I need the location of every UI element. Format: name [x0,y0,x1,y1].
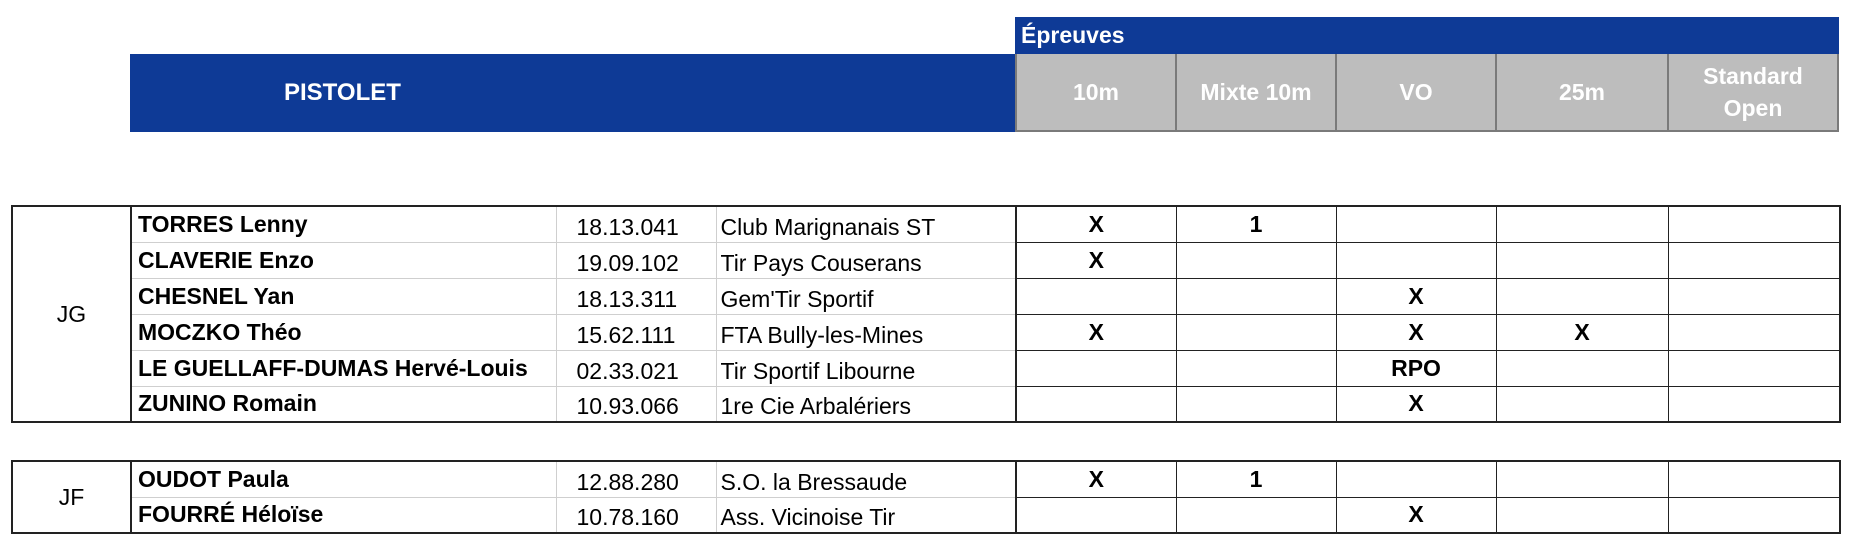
license-number: 02.33.021 [556,350,716,386]
mark-standard-open [1668,278,1840,314]
athlete-name: MOCZKO Théo [131,314,556,350]
mark-vo [1336,242,1496,278]
mark-10m [1016,278,1176,314]
discipline-title [130,54,1015,132]
mark-standard-open [1668,206,1840,242]
mark-25m [1496,386,1668,422]
club-name: Club Marignanais ST [716,206,1016,242]
mark-10m: X [1016,242,1176,278]
event-header-label: Standard Open [1703,63,1803,121]
event-header-25m [1495,54,1667,132]
event-header-label: 25m [1558,79,1606,105]
mark-10m [1016,497,1176,533]
mark-vo [1336,461,1496,497]
category-cell: JF [12,461,131,533]
club-name: Gem'Tir Sportif [716,278,1016,314]
athlete-name: OUDOT Paula [131,461,556,497]
athlete-name: CLAVERIE Enzo [131,242,556,278]
events-label: Épreuves [1021,22,1125,48]
event-header-vo [1335,54,1495,132]
athlete-name: CHESNEL Yan [131,278,556,314]
license-number: 15.62.111 [556,314,716,350]
mark-vo: X [1336,497,1496,533]
mark-mixte-10m [1176,497,1336,533]
club-name: 1re Cie Arbalériers [716,386,1016,422]
events-header [1015,17,1839,54]
mark-mixte-10m [1176,314,1336,350]
mark-standard-open [1668,314,1840,350]
group-table-jg [11,205,1841,423]
club-name: S.O. la Bressaude [716,461,1016,497]
mark-10m: X [1016,461,1176,497]
mark-25m [1496,278,1668,314]
club-name: Tir Pays Couserans [716,242,1016,278]
mark-vo: X [1336,386,1496,422]
event-header-label: Mixte 10m [1200,79,1312,105]
mark-mixte-10m [1176,278,1336,314]
mark-standard-open [1668,497,1840,533]
mark-mixte-10m [1176,242,1336,278]
license-number: 10.78.160 [556,497,716,533]
group-table-jf [11,460,1841,534]
club-name: Tir Sportif Libourne [716,350,1016,386]
event-header-mixte-10m [1175,54,1335,132]
mark-mixte-10m: 1 [1176,206,1336,242]
mark-mixte-10m: 1 [1176,461,1336,497]
mark-standard-open [1668,461,1840,497]
license-number: 10.93.066 [556,386,716,422]
mark-vo: X [1336,314,1496,350]
athlete-name: TORRES Lenny [131,206,556,242]
mark-standard-open [1668,386,1840,422]
license-number: 19.09.102 [556,242,716,278]
athlete-name: ZUNINO Romain [131,386,556,422]
mark-standard-open [1668,350,1840,386]
mark-25m [1496,497,1668,533]
category-cell: JG [12,206,131,422]
mark-10m [1016,350,1176,386]
mark-25m [1496,461,1668,497]
mark-25m [1496,242,1668,278]
license-number: 18.13.311 [556,278,716,314]
license-number: 18.13.041 [556,206,716,242]
discipline-title-text: PISTOLET [284,79,401,106]
mark-10m: X [1016,314,1176,350]
event-header-label: VO [1399,79,1433,105]
mark-25m [1496,350,1668,386]
club-name: FTA Bully-les-Mines [716,314,1016,350]
mark-vo: RPO [1336,350,1496,386]
athlete-name: LE GUELLAFF-DUMAS Hervé-Louis [131,350,556,386]
club-name: Ass. Vicinoise Tir [716,497,1016,533]
mark-10m: X [1016,206,1176,242]
event-header-label: 10m [1072,79,1120,105]
mark-vo: X [1336,278,1496,314]
mark-25m: X [1496,314,1668,350]
event-header-standard-open [1667,54,1839,132]
mark-mixte-10m [1176,350,1336,386]
mark-10m [1016,386,1176,422]
athlete-name: FOURRÉ Héloïse [131,497,556,533]
mark-standard-open [1668,242,1840,278]
mark-vo [1336,206,1496,242]
mark-25m [1496,206,1668,242]
event-header-10m [1015,54,1175,132]
license-number: 12.88.280 [556,461,716,497]
mark-mixte-10m [1176,386,1336,422]
